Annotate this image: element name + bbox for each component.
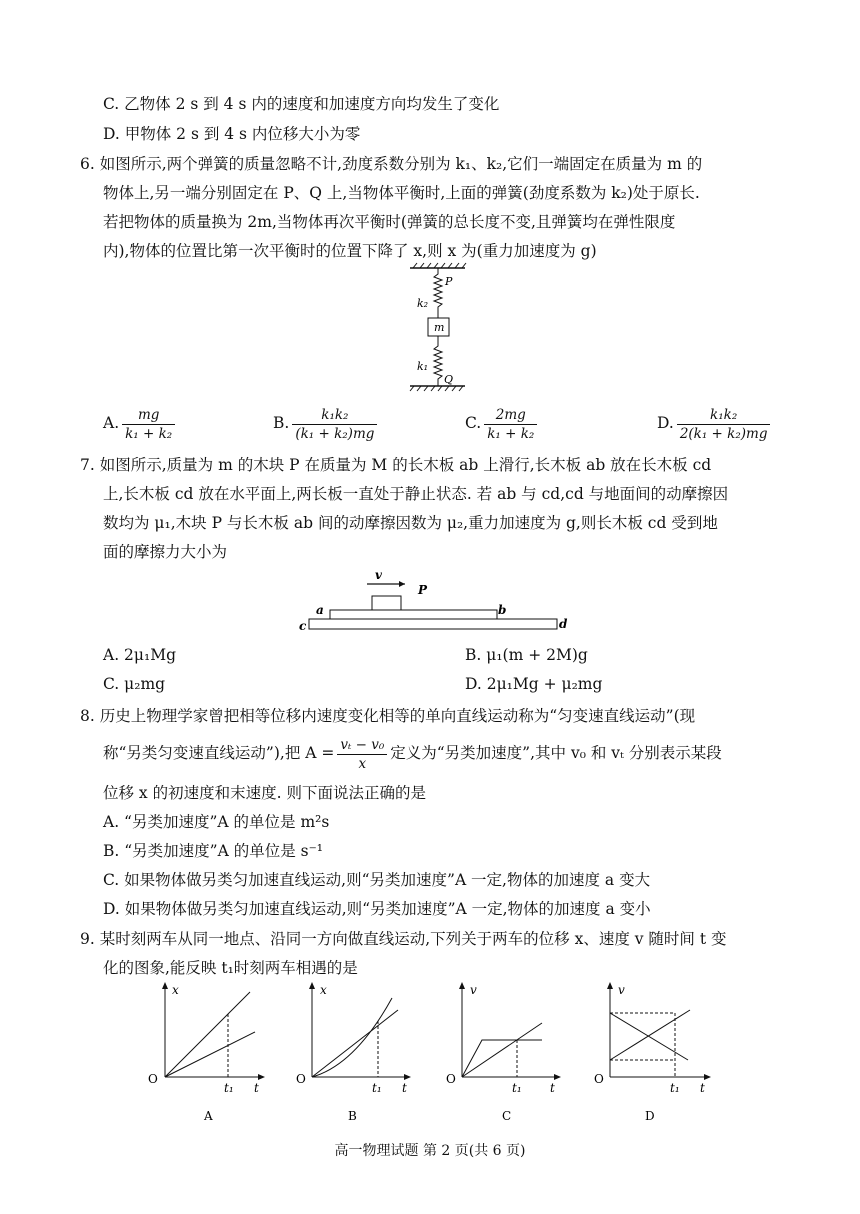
q8-option-d: D. 如果物体做另类匀加速直线运动,则“另类加速度”A 一定,物体的加速度 a 变小 bbox=[103, 900, 651, 918]
q9-c-xaxis: t bbox=[550, 1081, 555, 1095]
q6-spring-figure bbox=[395, 262, 485, 397]
q6-label-p: P bbox=[445, 275, 453, 288]
q7-option-b: B. μ₁(m + 2M)g bbox=[465, 646, 588, 664]
q7-option-c: C. μ₂mg bbox=[103, 675, 166, 693]
q9-a-label: A bbox=[204, 1109, 213, 1123]
page-footer: 高一物理试题 第 2 页(共 6 页) bbox=[334, 1143, 526, 1159]
q9-d-tick: t₁ bbox=[670, 1081, 680, 1095]
q8-option-c: C. 如果物体做另类匀加速直线运动,则“另类加速度”A 一定,物体的加速度 a 变大 bbox=[103, 871, 651, 889]
q6-option-d: D. $\frac{\text{k₁k₂}}{\text{2(k₁ + k₂)mg}}$ bbox=[657, 404, 773, 443]
q8-text-line3: 位移 x 的初速度和末速度. 则下面说法正确的是 bbox=[103, 784, 426, 802]
q5-option-d: D. 甲物体 2 s 到 4 s 内位移大小为零 bbox=[103, 125, 361, 143]
q9-c-origin: O bbox=[446, 1072, 456, 1086]
q9-text-line1: 9. 某时刻两车从同一地点、沿同一方向做直线运动,下列关于两车的位移 x、速度 v 随时间 t 变 bbox=[80, 930, 727, 948]
q6-label-q: Q bbox=[444, 373, 454, 386]
q9-b-label: B bbox=[348, 1109, 357, 1123]
q9-a-tick: t₁ bbox=[224, 1081, 234, 1095]
q9-graph-c bbox=[446, 982, 561, 1123]
q8-option-b: B. “另类加速度”A 的单位是 s⁻¹ bbox=[103, 842, 323, 860]
q6-option-a: A. $\frac{mg}{\text{k₁ + k₂}}$ bbox=[103, 404, 178, 443]
q9-graphs-figure bbox=[140, 980, 720, 1128]
q7-text-line3: 数均为 μ₁,木块 P 与长木板 ab 间的动摩擦因数为 μ₂,重力加速度为 g,则长木板 cd 受到地 bbox=[103, 514, 718, 532]
q7-label-b: b bbox=[498, 603, 507, 617]
q9-graph-a bbox=[148, 982, 265, 1123]
q6-label-m: m bbox=[434, 321, 445, 334]
q5-option-c: C. 乙物体 2 s 到 4 s 内的速度和加速度方向均发生了变化 bbox=[103, 95, 500, 113]
q8-option-a: A. “另类加速度”A 的单位是 m²s bbox=[103, 813, 330, 831]
q7-label-v: v bbox=[375, 568, 382, 582]
q6-text-line2: 物体上,另一端分别固定在 P、Q 上,当物体平衡时,上面的弹簧(劲度系数为 k₂)处于原长. bbox=[103, 184, 700, 202]
q7-label-d: d bbox=[559, 617, 568, 631]
q9-d-label: D bbox=[645, 1109, 655, 1123]
q7-label-c: c bbox=[299, 619, 307, 633]
q9-c-label: C bbox=[502, 1109, 512, 1123]
q9-b-tick: t₁ bbox=[372, 1081, 382, 1095]
q6-label-k2: k₂ bbox=[417, 297, 429, 310]
q9-d-origin: O bbox=[594, 1072, 604, 1086]
q9-d-xaxis: t bbox=[700, 1081, 705, 1095]
q9-b-xaxis: t bbox=[402, 1081, 407, 1095]
q6-text-line4: 内),物体的位置比第一次平衡时的位置下降了 x,则 x 为(重力加速度为 g) bbox=[103, 242, 597, 260]
q9-c-yaxis: v bbox=[470, 983, 477, 997]
q9-c-tick: t₁ bbox=[512, 1081, 522, 1095]
q7-option-a: A. 2μ₁Mg bbox=[103, 646, 176, 664]
q8-text-line2: 称“另类匀变速直线运动”),把 A = $\frac{\text{vₜ − v₀}}{x}$ 定义为“另类加速度”,其中 v₀ 和 vₜ 分别表示某段 bbox=[103, 736, 722, 772]
q9-d-yaxis: v bbox=[618, 983, 625, 997]
q7-label-a: a bbox=[316, 603, 324, 617]
q7-text-line2: 上,长木板 cd 放在水平面上,两长板一直处于静止状态. 若 ab 与 cd,cd 与地面间的动摩擦因 bbox=[103, 485, 729, 503]
q6-option-c: C. $\frac{2mg}{\text{k₁ + k₂}}$ bbox=[465, 404, 540, 443]
q9-graph-d bbox=[594, 982, 711, 1123]
q6-text-line1: 6. 如图所示,两个弹簧的质量忽略不计,劲度系数分别为 k₁、k₂,它们一端固定在质量为 m 的 bbox=[80, 155, 703, 173]
q6-option-b: B. $\frac{\text{k₁k₂}}{\text{(k₁ + k₂)mg}}$ bbox=[273, 404, 380, 443]
q8-text-line1: 8. 历史上物理学家曾把相等位移内速度变化相等的单向直线运动称为“匀变速直线运动”(现 bbox=[80, 707, 696, 725]
q7-text-line4: 面的摩擦力大小为 bbox=[103, 543, 228, 561]
q7-text-line1: 7. 如图所示,质量为 m 的木块 P 在质量为 M 的长木板 ab 上滑行,长木板 ab 放在长木板 cd bbox=[80, 456, 712, 474]
q6-label-k1: k₁ bbox=[417, 360, 429, 373]
q9-text-line2: 化的图象,能反映 t₁时刻两车相遇的是 bbox=[103, 959, 358, 977]
q9-a-yaxis: x bbox=[172, 983, 179, 997]
q7-label-p: P bbox=[418, 583, 428, 597]
q7-boards-figure bbox=[295, 564, 580, 636]
q6-text-line3: 若把物体的质量换为 2m,当物体再次平衡时(弹簧的总长度不变,且弹簧均在弹性限度 bbox=[103, 213, 676, 231]
q7-option-d: D. 2μ₁Mg + μ₂mg bbox=[465, 675, 603, 693]
q9-graph-b bbox=[296, 982, 411, 1123]
q9-b-origin: O bbox=[296, 1072, 306, 1086]
q9-a-xaxis: t bbox=[254, 1081, 259, 1095]
q9-b-yaxis: x bbox=[320, 983, 327, 997]
q9-a-origin: O bbox=[148, 1072, 158, 1086]
